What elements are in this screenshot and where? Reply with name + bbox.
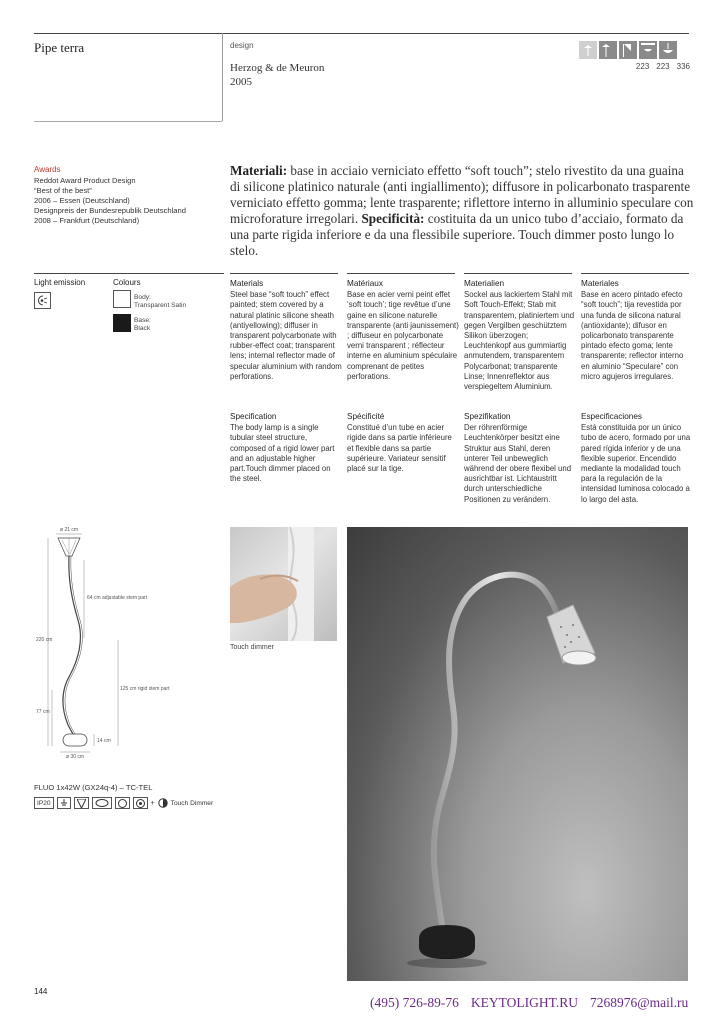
dim-adjustable-stem: 64 cm adjustable stem part <box>87 595 148 601</box>
awards-list <box>34 176 214 226</box>
icon-number: 223 <box>635 62 650 71</box>
footer-email-link[interactable]: 7268976@mail.ru <box>589 995 689 1010</box>
materials-column-de <box>464 279 576 392</box>
light-emission-title: Light emission <box>34 278 86 287</box>
dim-77: 77 cm <box>36 709 50 715</box>
dim-base-height: 14 cm <box>97 738 111 744</box>
materials-text: Base en acier verni peint effet ‘soft touch’; tige revêtue d’une gaine en silicone naturelle transparente (anti jaunissement) ; diffuseur en polycarbonate verni transparent ; réflecteur interne en aluminium spéculaire comprenant de petites perforations. <box>347 290 459 381</box>
designer-name: Herzog & de Meuron <box>230 62 325 74</box>
designer-block <box>230 61 324 89</box>
base-label: Base: <box>134 317 151 324</box>
spec-column-fr <box>347 412 459 474</box>
italian-description <box>230 163 696 259</box>
light-emission-icon <box>34 292 51 309</box>
award-line: “Best of the best” <box>34 186 92 195</box>
specificita-label: Specificità: <box>361 211 425 226</box>
lamp-photo <box>347 527 688 981</box>
suspension-icon <box>659 41 677 59</box>
body-colour-label <box>134 294 186 310</box>
dim-head-diameter: ø 21 cm <box>60 527 79 533</box>
materials-column-en <box>230 279 342 382</box>
body-label: Body: <box>134 294 151 301</box>
footer-contacts <box>370 995 688 1011</box>
spec-head: Especificaciones <box>581 412 642 421</box>
dim-base-diameter: ø 30 cm <box>66 754 85 760</box>
lamp-technical-drawing <box>34 520 224 770</box>
spec-text: Der röhrenförmige Leuchtenkörper besitzt eine Struktur aus Stahl, deren unterer Teil unbeweglich während der obere flexibel und ausrichtbar ist. Lichtaustritt durch unterschiedliche Positionen zu verändern. <box>464 423 572 504</box>
page-number: 144 <box>34 987 48 996</box>
indoor-lamp-icon <box>579 41 597 59</box>
product-title: Pipe terra <box>34 40 85 55</box>
floor-lamp-icon <box>599 41 617 59</box>
reflector-icon <box>619 41 637 59</box>
spec-head: Spécificité <box>347 412 385 421</box>
touch-dimmer-label: Touch Dimmer <box>170 799 214 807</box>
dim-rigid-stem: 125 cm rigid stem part <box>120 686 170 692</box>
materials-column-es <box>581 279 693 382</box>
design-year: 2005 <box>230 76 252 88</box>
materials-text: Steel base “soft touch” effect painted; stem covered by a natural platinic silicone sheath (antiyellowing); diffuser in transparent polycarbonate with rubber-effect coat; transparent lens; internal reflector made of specular aluminium with random perforations. <box>230 290 342 381</box>
base-value: Black <box>134 325 151 332</box>
swatch-transparent-satin <box>113 290 131 308</box>
footer-site-link[interactable]: KEYTOLIGHT.RU <box>470 995 578 1010</box>
category-icons <box>579 41 677 59</box>
spec-text: Está constituida por un único tubo de acero, formado por una pared rígida inferior y de una flexible superior. Encendido mediante la modalidad touch para la regulación de la intensidad luminosa colocado a lo largo del asta. <box>581 423 691 504</box>
materials-head: Materiales <box>581 279 619 288</box>
materials-column-fr <box>347 279 459 382</box>
f-mark-icon <box>74 797 89 809</box>
icon-number: 223 <box>656 62 670 71</box>
awards-title: Awards <box>34 165 61 174</box>
materiali-text: base in acciaio verniciato effetto “soft touch”; stelo rivestito da una guaina di silicone platinico naturale (anti ingiallimento); diffusore in policarbonato trasparente verniciato effetto gomma; lente trasparente; riflettore interno in alluminio speculare con microforature irregolari. <box>230 163 694 226</box>
materials-head: Materials <box>230 279 264 288</box>
body-value: Transparent Satin <box>134 302 187 309</box>
spec-column-en <box>230 412 342 484</box>
spec-column-de <box>464 412 576 505</box>
materials-text: Base en acero pintado efecto “soft touch”; tija revestida por una funda de silicona natural (antioxidante); difusor en policarbonato transparente pintado efecto goma; lente transparente; reflector interno en aluminio “Speculare” con micro agujeros irregulares. <box>581 290 684 381</box>
ceiling-icon <box>639 41 657 59</box>
touch-dimmer-caption: Touch dimmer <box>230 644 274 651</box>
swatch-black <box>113 314 131 332</box>
icon-number: 336 <box>676 62 690 71</box>
ul-icon <box>115 797 130 809</box>
design-label: design <box>230 41 254 50</box>
spec-column-es <box>581 412 693 505</box>
spec-head: Spezifikation <box>464 412 511 421</box>
award-line: Designpreis der Bundesrepublik Deutschland <box>34 206 186 215</box>
ip-rating-badge: IP20 <box>34 797 54 809</box>
colours-title: Colours <box>113 278 141 287</box>
materiali-label: Materiali: <box>230 163 288 178</box>
award-line: 2006 – Essen (Deutschland) <box>34 196 130 205</box>
materials-text: Sockel aus lackiertem Stahl mit Soft Touch-Effekt; Stab mit transparentem, platiniertem und gegen Vergilben geschütztem Silikon überzogen; Leuchtenkopf aus gummiartig anmutendem, transparentem Polycarbonat; transparente Linse; Innenreflektor aus verspiegeltem Aluminium. <box>464 290 575 392</box>
plus-separator-icon: + <box>150 799 155 807</box>
touch-dimmer-photo <box>230 527 337 641</box>
spec-head: Specification <box>230 412 277 421</box>
ce-icon <box>133 797 148 809</box>
spec-text: The body lamp is a single tubular steel structure, composed of a rigid lower part and an adjustable higher part.Touch dimmer placed on the steel. <box>230 423 335 484</box>
dim-total-height: 220 cm <box>36 637 53 643</box>
certification-row <box>34 797 213 809</box>
icon-numbers <box>636 62 690 71</box>
touch-dimmer-icon <box>158 798 168 808</box>
earth-icon <box>57 797 71 809</box>
footer-phone[interactable]: (495) 726-89-76 <box>370 995 459 1010</box>
award-line: Reddot Award Product Design <box>34 176 136 185</box>
specificita-text: costituita da un unico tubo d’acciaio, formato da una parte rigida inferiore e da una flessibile superiore. Touch dimmer posto lungo lo stelo. <box>230 211 684 258</box>
lamp-spec-line: FLUO 1x42W (GX24q-4) – TC-TEL <box>34 783 153 792</box>
enec-icon <box>92 797 112 809</box>
base-colour-label <box>134 317 151 333</box>
materials-head: Matériaux <box>347 279 383 288</box>
materials-head: Materialien <box>464 279 505 288</box>
spec-text: Constitué d’un tube en acier rigide dans sa partie inférieure et flexible dans sa partie supérieure. Variateur sensitif placé sur la tige. <box>347 423 452 474</box>
award-line: 2008 – Frankfurt (Deutschland) <box>34 216 140 225</box>
